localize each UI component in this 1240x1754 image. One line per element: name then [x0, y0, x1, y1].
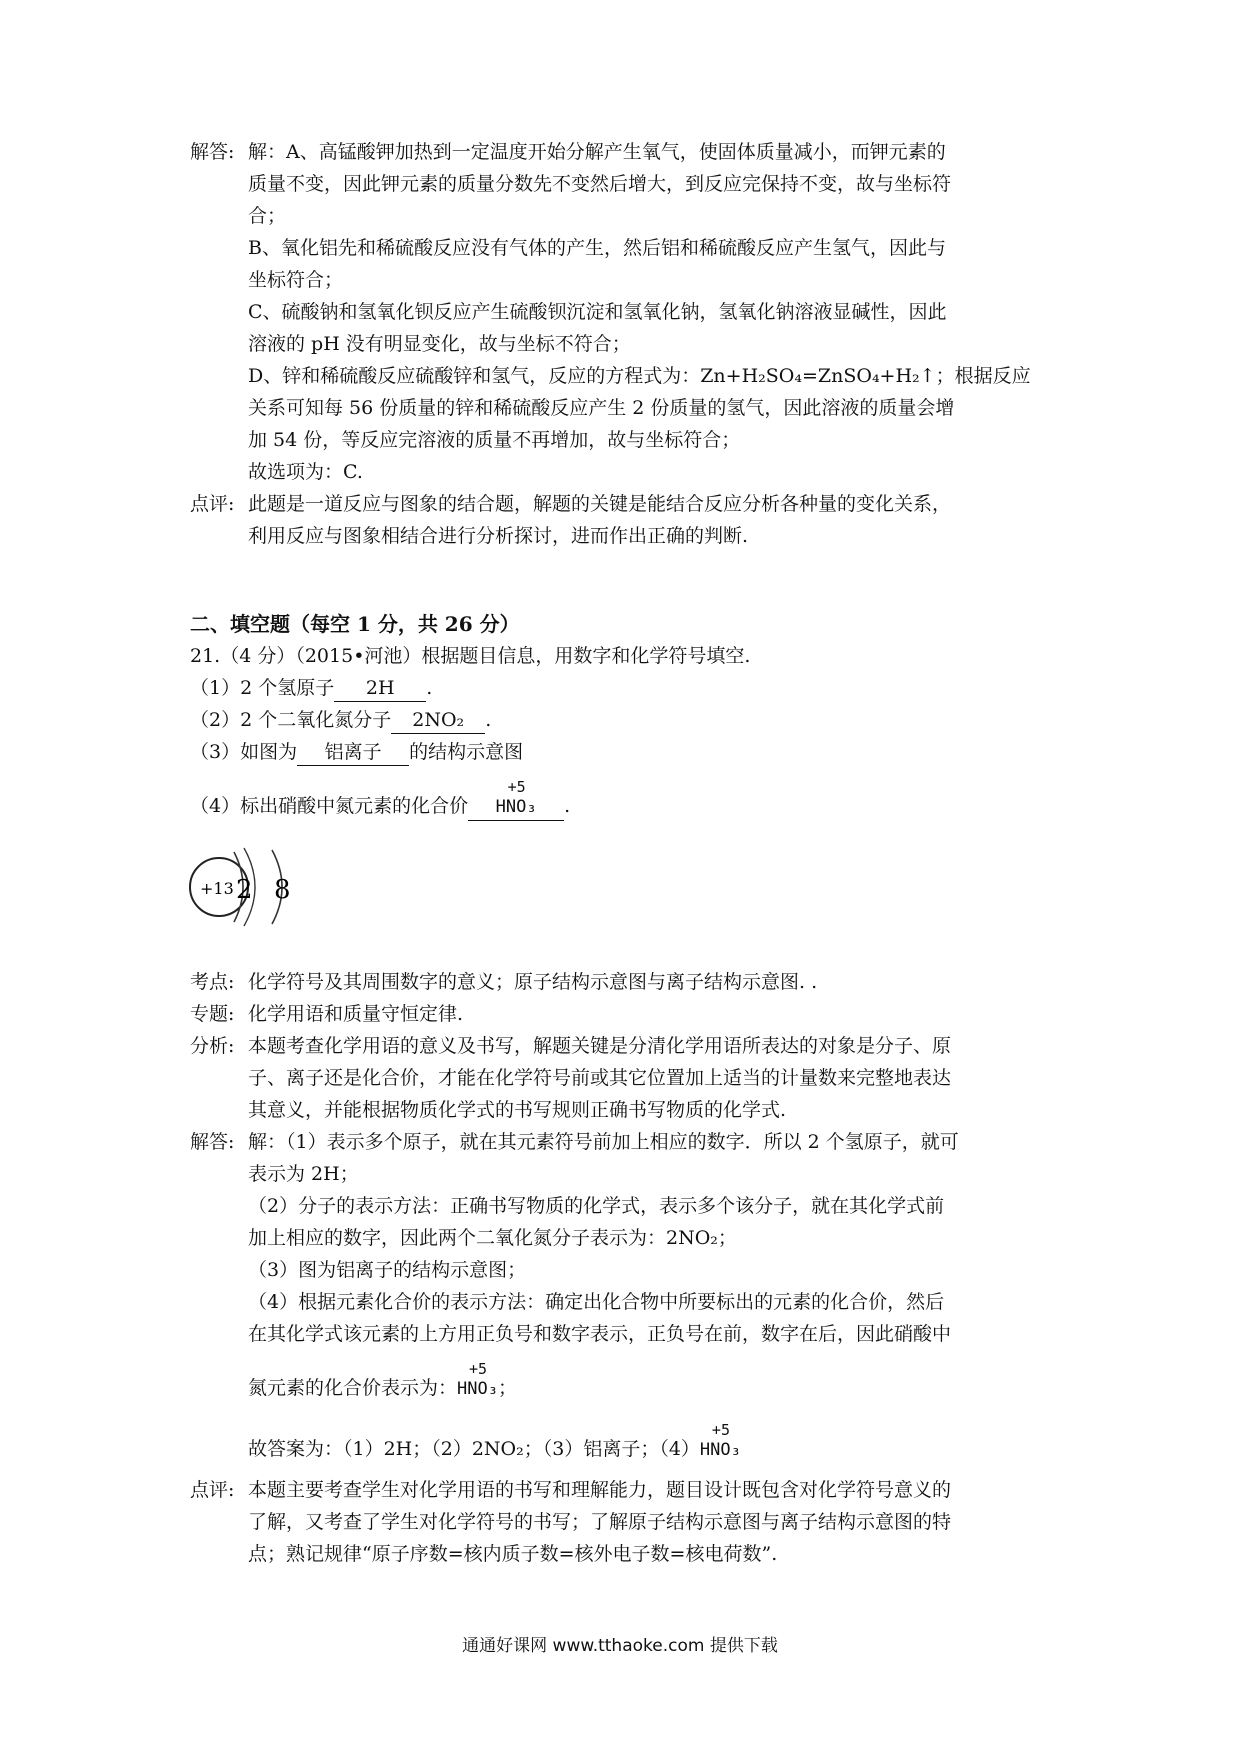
q2-suffix: .	[485, 709, 492, 731]
solution-label: 解答:	[190, 1131, 235, 1153]
q1-suffix: .	[426, 677, 433, 699]
text-line: 坐标符合；	[248, 269, 344, 291]
text-line: D、锌和稀硫酸反应硫酸锌和氢气，反应的方程式为：Zn+H₂SO₄=ZnSO₄+H₂↑；根据反应	[248, 365, 1031, 387]
section-title: 二、填空题（每空 1 分，共 26 分）	[190, 612, 520, 636]
valence-mark: +5	[507, 778, 526, 796]
final-answer: 故答案为：（1）2H；（2）2NO₂；（3）铝离子；（4）	[248, 1438, 700, 1460]
text-line: 本题考查化学用语的意义及书写，解题关键是分清化学用语所表达的对象是分子、原	[248, 1035, 952, 1057]
zhuanti-label: 专题:	[190, 1003, 235, 1025]
text-line: 关系可知每 56 份质量的锌和稀硫酸反应产生 2 份质量的氢气，因此溶液的质量会增	[248, 397, 955, 419]
text-line: （4）根据元素化合价的表示方法：确定出化合物中所要标出的元素的化合价，然后	[248, 1291, 945, 1313]
text-line: 合；	[248, 205, 287, 227]
q3-suffix: 的结构示意图	[409, 741, 524, 763]
s4-line3: 氮元素的化合价表示为：	[248, 1377, 458, 1399]
q3-answer: 铝离子	[297, 739, 409, 766]
text-line: 溶液的 pH 没有明显变化，故与坐标不符合；	[248, 333, 631, 355]
text-line: B、氧化铝先和稀硫酸反应没有气体的产生，然后铝和稀硫酸反应产生氢气，因此与	[248, 237, 946, 259]
text-line: 利用反应与图象相结合进行分析探讨，进而作出正确的判断.	[248, 525, 749, 547]
q2-prefix: （2）2 个二氧化氮分子	[190, 709, 392, 731]
question-stem: 21.（4 分）（2015•河池）根据题目信息，用数字和化学符号填空.	[190, 645, 751, 667]
valence-formula	[457, 1360, 498, 1405]
comment-label: 点评:	[190, 1479, 235, 1501]
text-line: 本题主要考查学生对化学用语的书写和理解能力，题目设计既包含对化学符号意义的	[248, 1479, 952, 1501]
text-line: 点；熟记规律“原子序数=核内质子数=核外电子数=核电荷数”.	[248, 1543, 778, 1565]
s4-line3-end: ；	[497, 1377, 517, 1399]
text-line	[248, 1360, 1070, 1405]
shell-1-electrons: 2	[236, 875, 253, 905]
text-line: 故选项为：C.	[248, 461, 363, 483]
text-line: 了解，又考查了学生对化学符号的书写；了解原子结构示意图与离子结构示意图的特	[248, 1511, 952, 1533]
q4-answer	[468, 778, 564, 821]
top-solution	[190, 136, 1070, 552]
q1-answer: 2H	[334, 675, 426, 702]
text-line	[248, 1421, 1070, 1466]
formula-text: HNO₃	[495, 797, 537, 817]
shell-2-electrons: 8	[274, 875, 291, 905]
zhuanti-text: 化学用语和质量守恒定律.	[248, 1003, 464, 1025]
formula-text: HNO₃	[699, 1440, 741, 1460]
q1-prefix: （1）2 个氢原子	[190, 677, 335, 699]
question-item-3	[190, 736, 523, 768]
nucleus-charge: +13	[200, 879, 234, 898]
kaodian-label: 考点:	[190, 971, 235, 993]
valence-formula	[699, 1421, 741, 1466]
text-line: 加上相应的数字，因此两个二氧化氮分子表示为：2NO₂；	[248, 1227, 737, 1249]
text-line: 加 54 份，等反应完溶液的质量不再增加，故与坐标符合；	[248, 429, 741, 451]
text-line: 其意义，并能根据物质化学式的书写规则正确书写物质的化学式.	[248, 1099, 787, 1121]
q4-suffix: .	[564, 795, 571, 817]
q2-answer: 2NO₂	[391, 707, 485, 734]
text-line: 子、离子还是化合价，才能在化学符号前或其它位置加上适当的计量数来完整地表达	[248, 1067, 952, 1089]
top-solution-label: 解答:	[190, 141, 235, 163]
valence-formula	[495, 778, 537, 820]
question-item-4	[190, 778, 571, 822]
text-line: （3）图为铝离子的结构示意图；	[248, 1259, 527, 1281]
valence-mark: +5	[711, 1421, 730, 1439]
top-comment-label: 点评:	[190, 493, 235, 515]
analysis-block	[190, 966, 1070, 1570]
text-line: 质量不变，因此钾元素的质量分数先不变然后增大，到反应完保持不变，故与坐标符	[248, 173, 952, 195]
page-footer: 通通好课网 www.tthaoke.com 提供下载	[462, 1636, 778, 1656]
formula-text: HNO₃	[457, 1379, 498, 1399]
text-line: 解：A、高锰酸钾加热到一定温度开始分解产生氧气，使固体质量减小，而钾元素的	[248, 141, 946, 163]
ion-structure-svg	[186, 842, 316, 932]
ion-structure-diagram	[186, 842, 316, 932]
q3-prefix: （3）如图为	[190, 741, 298, 763]
q4-prefix: （4）标出硝酸中氮元素的化合价	[190, 795, 469, 817]
text-line: C、硫酸钠和氢氧化钡反应产生硫酸钡沉淀和氢氧化钠，氢氧化钠溶液显碱性，因此	[248, 301, 947, 323]
text-line: 解：（1）表示多个原子，就在其元素符号前加上相应的数字．所以 2 个氢原子，就可	[248, 1131, 959, 1153]
question-item-2	[190, 704, 491, 736]
text-line: 此题是一道反应与图象的结合题，解题的关键是能结合反应分析各种量的变化关系，	[248, 493, 952, 515]
valence-mark: +5	[469, 1360, 488, 1378]
kaodian-text: 化学符号及其周围数字的意义；原子结构示意图与离子结构示意图. .	[248, 971, 818, 993]
question-item-1	[190, 672, 432, 704]
text-line: （2）分子的表示方法：正确书写物质的化学式，表示多个该分子，就在其化学式前	[248, 1195, 945, 1217]
text-line: 在其化学式该元素的上方用正负号和数字表示，正负号在前，数字在后，因此硝酸中	[248, 1323, 952, 1345]
fenxi-label: 分析:	[190, 1035, 235, 1057]
text-line: 表示为 2H；	[248, 1163, 359, 1185]
